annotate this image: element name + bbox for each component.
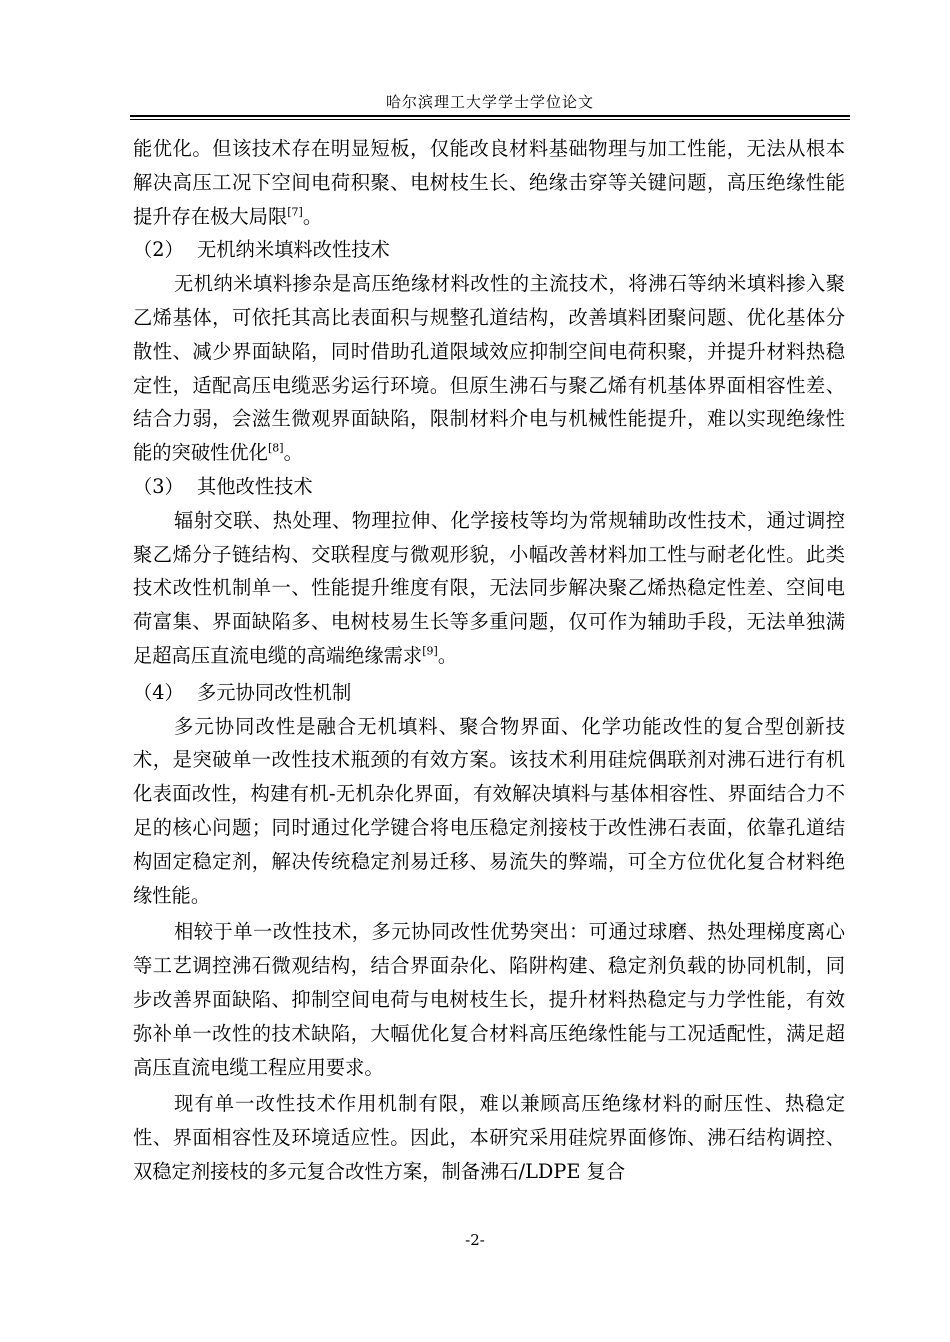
- citation: [8]: [267, 441, 284, 455]
- paragraph-continued: 能优化。但该技术存在明显短板，仅能改良材料基础物理与加工性能，无法从根本解决高压工况下空间电荷积聚、电树枝生长、绝缘击穿等关键问题，高压绝缘性能提升存在极大局限[7]。: [133, 137, 845, 228]
- body-text: [133, 132, 845, 1189]
- citation: [9]: [422, 644, 438, 658]
- running-header: 哈尔滨理工大学学士学位论文: [385, 93, 594, 111]
- section-heading-4: （4） 多元协同改性机制: [133, 680, 352, 704]
- paragraph-synergy: 多元协同改性是融合无机填料、聚合物界面、化学功能改性的复合型创新技术，是突破单一改性技术瓶颈的有效方案。该技术利用硅烷偶联剂对沸石进行有机化表面改性，构建有机-无机杂化界面，有效解决填料与基体相容性、界面结合力不足的核心问题；同时通过化学键合将电压稳定剂接枝于改性沸石表面，依靠孔道结构固定稳定剂，解决传统稳定剂易迁移、易流失的弊端，可全方位优化复合材料绝缘性能。: [133, 714, 845, 907]
- paragraph-conclusion: 现有单一改性技术作用机制有限，难以兼顾高压绝缘材料的耐压性、热稳定性、界面相容性及环境适应性。因此，本研究采用硅烷界面修饰、沸石结构调控、双稳定剂接枝的多元复合改性方案，制备沸石/LDPE 复合: [133, 1092, 845, 1183]
- paragraph-inorganic-filler: 无机纳米填料掺杂是高压绝缘材料改性的主流技术，将沸石等纳米填料掺入聚乙烯基体，可依托其高比表面积与规整孔道结构，改善填料团聚问题、优化基体分散性、减少界面缺陷，同时借助孔道限域效应抑制空间电荷积聚，并提升材料热稳定性，适配高压电缆恶劣运行环境。但原生沸石与聚乙烯有机基体界面相容性差、结合力弱，会滋生微观界面缺陷，限制材料介电与机械性能提升，难以实现绝缘性能的突破性优化[8]。: [133, 272, 845, 465]
- paragraph-comparison: 相较于单一改性技术，多元协同改性优势突出：可通过球磨、热处理梯度离心等工艺调控沸石微观结构，结合界面杂化、陷阱构建、稳定剂负载的协同机制，同步改善界面缺陷、抑制空间电荷与电树枝生长，提升材料热稳定与力学性能，有效弥补单一改性的技术缺陷，大幅优化复合材料高压绝缘性能与工况适配性，满足超高压直流电缆工程应用要求。: [133, 920, 845, 1079]
- section-heading-3: （3） 其他改性技术: [133, 474, 313, 498]
- citation: [7]: [287, 205, 303, 219]
- page-number: -2-: [465, 1231, 485, 1249]
- section-heading-2: （2） 无机纳米填料改性技术: [133, 238, 390, 262]
- header-rule-thin: [130, 119, 850, 120]
- header-rule-thick: [130, 115, 850, 117]
- paragraph-other-methods: 辐射交联、热处理、物理拉伸、化学接枝等均为常规辅助改性技术，通过调控聚乙烯分子链结构、交联程度与微观形貌，小幅改善材料加工性与耐老化性。此类技术改性机制单一、性能提升维度有限，无法同步解决聚乙烯热稳定性差、空间电荷富集、界面缺陷多、电树枝易生长等多重问题，仅可作为辅助手段，无法单独满足超高压直流电缆的高端绝缘需求[9]。: [133, 508, 845, 667]
